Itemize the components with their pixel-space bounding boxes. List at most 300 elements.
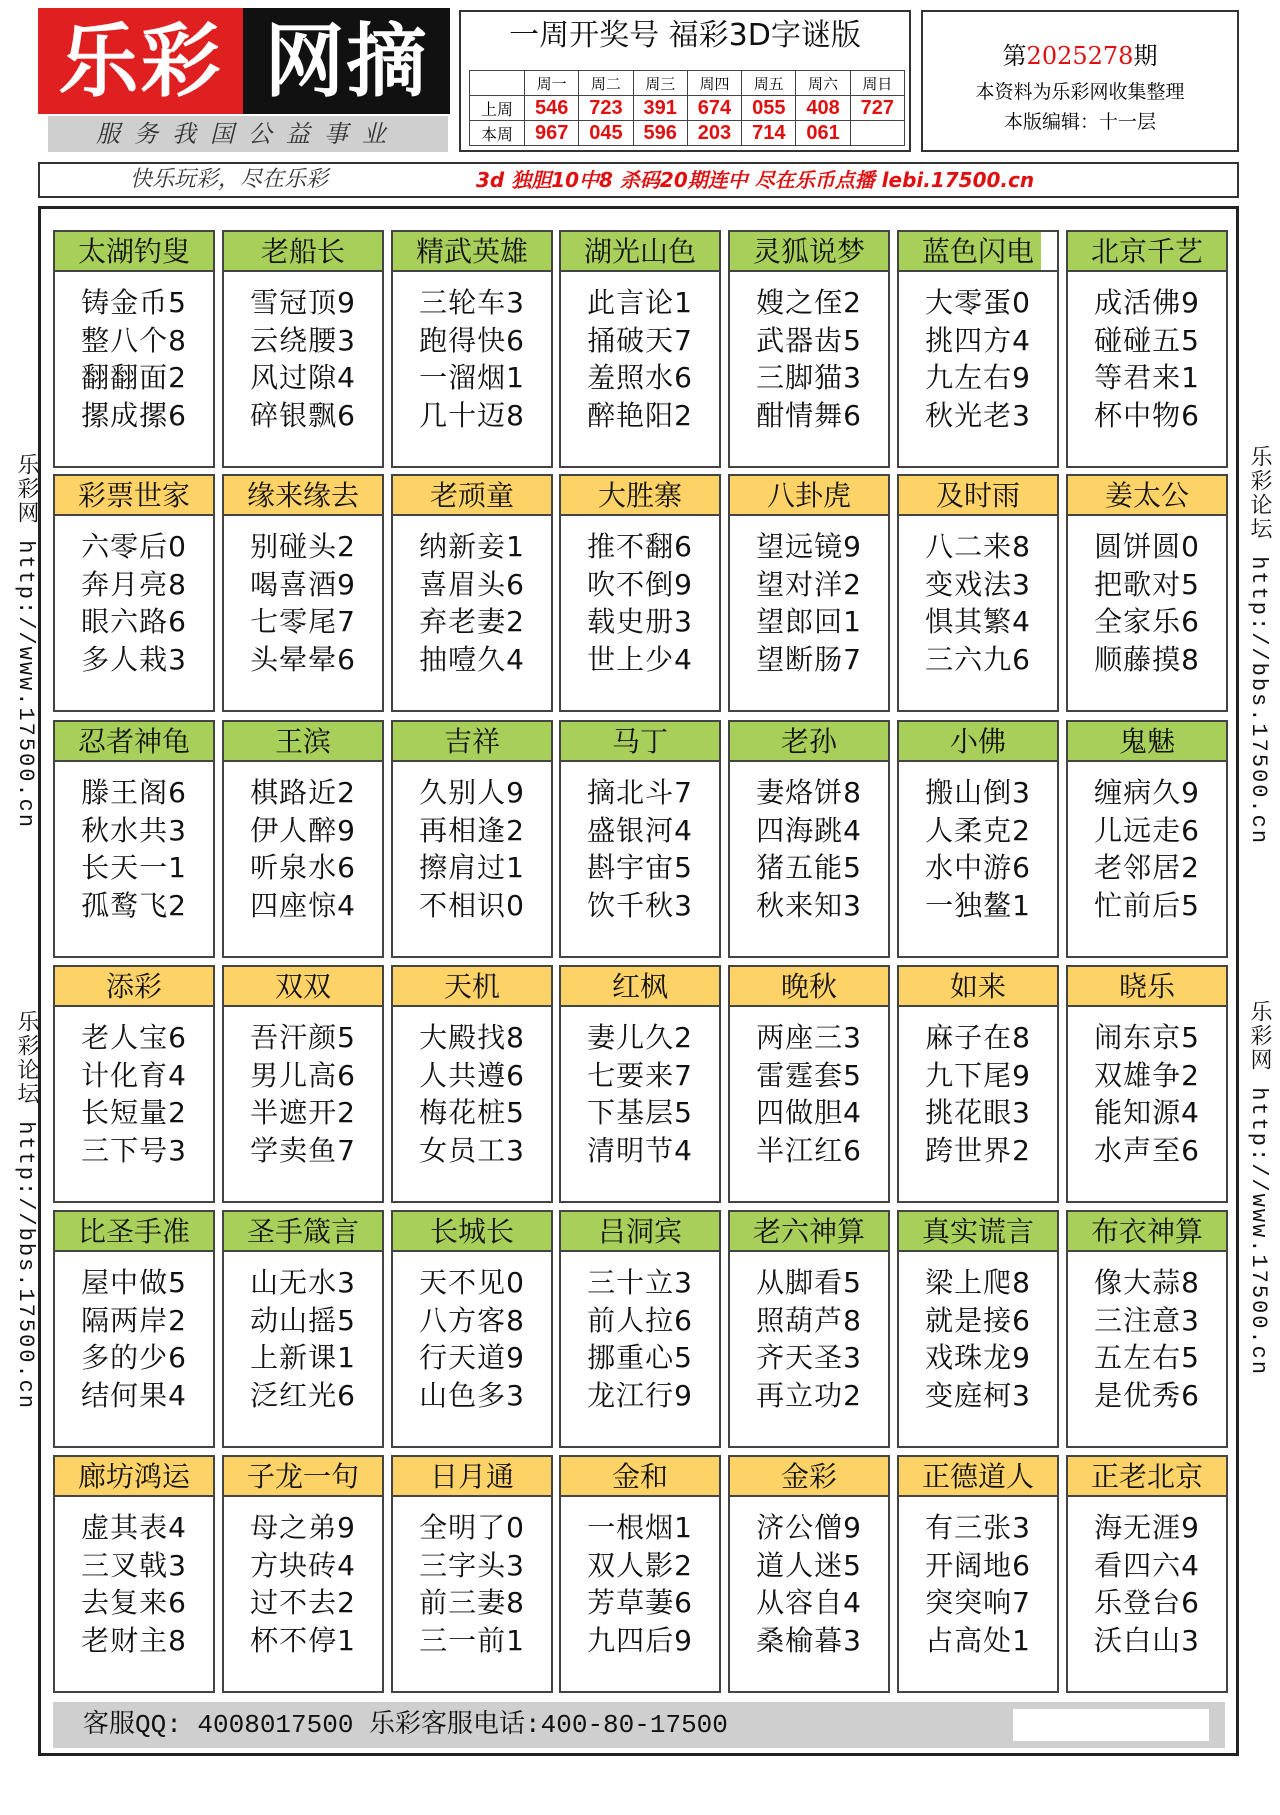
- riddle-line: 海无涯9: [1094, 1511, 1200, 1544]
- riddle-line: 沃白山3: [1094, 1623, 1200, 1657]
- logo-black-part: 网摘: [264, 14, 429, 108]
- riddle-lines: [393, 284, 551, 434]
- riddle-line: 八二来8: [925, 530, 1031, 563]
- riddle-line: 像大蒜8: [1094, 1266, 1200, 1299]
- riddle-card-title: 添彩: [55, 967, 213, 1007]
- draw-number: 061: [796, 121, 850, 146]
- riddle-line: 几十迈8: [419, 398, 525, 432]
- riddle-line: 多人栽3: [81, 642, 187, 676]
- riddle-line: 碎银飘6: [250, 398, 356, 432]
- riddle-lines: [899, 284, 1057, 434]
- riddle-card: [1066, 230, 1228, 468]
- riddle-line: 九下尾9: [925, 1058, 1031, 1092]
- riddle-line: 棋路近2: [250, 776, 356, 809]
- riddle-lines: [393, 774, 551, 924]
- issue-suffix: 期: [1133, 42, 1158, 70]
- riddle-card-title: 晓乐: [1068, 967, 1226, 1007]
- issue-line: [923, 40, 1237, 72]
- riddle-line: 此言论1: [587, 286, 693, 319]
- riddle-line: 滕王阁6: [81, 776, 187, 809]
- last-week-label: 上周: [470, 96, 525, 121]
- riddle-card: [222, 965, 384, 1203]
- riddle-lines: [224, 774, 382, 924]
- riddle-line: 捅破天7: [587, 323, 693, 357]
- riddle-line: 三叉戟3: [81, 1548, 187, 1582]
- riddle-card: [559, 965, 721, 1203]
- customer-service-info: 客服QQ: 4008017500 乐彩客服电话:400-80-17500: [83, 1710, 728, 1740]
- riddle-line: 等君来1: [1094, 361, 1200, 394]
- riddle-card-title: 双双: [224, 967, 382, 1007]
- riddle-line: 整八个8: [81, 323, 187, 357]
- riddle-lines: [393, 1509, 551, 1659]
- riddle-line: 从脚看5: [756, 1266, 862, 1299]
- riddle-lines: [730, 1509, 888, 1659]
- riddle-line: 八方客8: [419, 1303, 525, 1337]
- riddle-line: 三注意3: [1094, 1303, 1200, 1337]
- riddle-line: 九左右9: [925, 361, 1031, 394]
- slogan: 服务我国公益事业: [48, 116, 448, 152]
- riddle-line: 占高处1: [925, 1623, 1031, 1657]
- riddle-card-title: 晚秋: [730, 967, 888, 1007]
- riddle-card: [222, 474, 384, 712]
- riddle-line: 屋中做5: [81, 1266, 187, 1299]
- riddle-card: [728, 1210, 890, 1448]
- riddle-lines: [561, 774, 719, 924]
- riddle-card-title: 小佛: [899, 722, 1057, 762]
- draw-number: 967: [525, 121, 579, 146]
- riddle-card-title: 老六神算: [730, 1212, 888, 1252]
- riddle-card-title: 日月通: [393, 1457, 551, 1497]
- riddle-card: [1066, 474, 1228, 712]
- riddle-card-title: 比圣手准: [55, 1212, 213, 1252]
- riddle-card-title: 姜太公: [1068, 476, 1226, 516]
- riddle-lines: [393, 1264, 551, 1414]
- riddle-card: [559, 1210, 721, 1448]
- riddle-line: 山色多3: [419, 1378, 525, 1412]
- riddle-card: [391, 965, 553, 1203]
- riddle-line: 行天道9: [419, 1341, 525, 1374]
- riddle-line: 饮千秋3: [587, 888, 693, 922]
- riddle-line: 四海跳4: [756, 813, 862, 847]
- draw-number: 723: [579, 96, 633, 121]
- riddle-line: 一独鳌1: [925, 888, 1031, 922]
- riddle-line: 男儿高6: [250, 1058, 356, 1092]
- this-week-label: 本周: [470, 121, 525, 146]
- riddle-line: 喜眉头6: [419, 567, 525, 601]
- riddle-card-title: 子龙一句: [224, 1457, 382, 1497]
- riddle-line: 奔月亮8: [81, 567, 187, 601]
- riddle-line: 五左右5: [1094, 1341, 1200, 1374]
- riddle-card-title: 廊坊鸿运: [55, 1457, 213, 1497]
- riddle-line: 雷霆套5: [756, 1058, 862, 1092]
- riddle-card: [897, 230, 1059, 468]
- riddle-lines: [561, 1264, 719, 1414]
- riddle-card-title: 精武英雄: [393, 232, 551, 272]
- riddle-line: 世上少4: [587, 642, 693, 676]
- issue-prefix: 第: [1002, 42, 1027, 70]
- riddle-line: 泛红光6: [250, 1378, 356, 1412]
- riddle-card-title: 长城长: [393, 1212, 551, 1252]
- draw-number: 596: [633, 121, 687, 146]
- riddle-line: 三脚猫3: [756, 361, 862, 394]
- riddle-line: 从容自4: [756, 1586, 862, 1619]
- riddle-card-title: 王滨: [224, 722, 382, 762]
- site-logo[interactable]: [38, 8, 450, 114]
- riddle-card: [222, 720, 384, 958]
- riddle-card-title: 正老北京: [1068, 1457, 1226, 1497]
- riddle-lines: [730, 774, 888, 924]
- riddle-line: 久别人9: [419, 776, 525, 809]
- riddle-line: 老人宝6: [81, 1021, 187, 1054]
- riddle-line: 望远镜9: [756, 530, 862, 563]
- riddle-line: 水中游6: [925, 851, 1031, 884]
- riddle-line: 把歌对5: [1094, 567, 1200, 601]
- riddle-line: 翻翻面2: [81, 361, 187, 394]
- riddle-line: 惧其繁4: [925, 605, 1031, 638]
- riddle-lines: [1068, 1509, 1226, 1659]
- riddle-card: [222, 230, 384, 468]
- riddle-line: 云绕腰3: [250, 323, 356, 357]
- riddle-card: [391, 474, 553, 712]
- riddle-card-title: 灵狐说梦: [730, 232, 888, 272]
- riddle-line: 再相逢2: [419, 813, 525, 847]
- riddle-lines: [224, 1509, 382, 1659]
- day-header: 周三: [633, 71, 687, 96]
- riddle-card: [728, 720, 890, 958]
- riddle-line: 长短量2: [81, 1096, 187, 1129]
- riddle-line: 斟宇宙5: [587, 851, 693, 884]
- riddle-card: [897, 1210, 1059, 1448]
- riddle-lines: [730, 1264, 888, 1414]
- side-text-right-bottom: 乐彩网 http://www.17500.cn: [1246, 1000, 1271, 1377]
- riddle-line: 全明了0: [419, 1511, 525, 1544]
- riddle-lines: [561, 1509, 719, 1659]
- riddle-line: 抽噎久4: [419, 642, 525, 676]
- weekly-draw-table: [469, 70, 905, 146]
- riddle-line: 眼六路6: [81, 605, 187, 638]
- riddle-line: 成活佛9: [1094, 286, 1200, 319]
- riddle-line: 秋光老3: [925, 398, 1031, 432]
- riddle-line: 结何果4: [81, 1378, 187, 1412]
- logo-red-part: 乐彩: [38, 8, 243, 114]
- draw-number: 391: [633, 96, 687, 121]
- riddle-line: 伊人醉9: [250, 813, 356, 847]
- riddle-line: 秋来知3: [756, 888, 862, 922]
- riddle-lines: [224, 1264, 382, 1414]
- issue-number: 2025278: [1026, 42, 1134, 70]
- riddle-card-title: 红枫: [561, 967, 719, 1007]
- draw-header-row: [470, 71, 905, 96]
- riddle-card-title: 缘来缘去: [224, 476, 382, 516]
- riddle-lines: [561, 284, 719, 434]
- riddle-card-title: 马丁: [561, 722, 719, 762]
- riddle-card-title: 蓝色闪电: [899, 232, 1057, 272]
- riddle-card-title: 忍者神龟: [55, 722, 213, 762]
- riddle-line: 缠病久9: [1094, 776, 1200, 809]
- riddle-line: 吹不倒9: [587, 567, 693, 601]
- riddle-lines: [899, 1019, 1057, 1169]
- riddle-line: 九四后9: [587, 1623, 693, 1657]
- day-header: 周四: [687, 71, 741, 96]
- riddle-line: 摘北斗7: [587, 776, 693, 809]
- riddle-line: 闹东京5: [1094, 1021, 1200, 1054]
- riddle-card: [391, 1455, 553, 1693]
- riddle-line: 六零后0: [81, 530, 187, 563]
- riddle-line: 擦肩过1: [419, 851, 525, 884]
- riddle-card-title: 北京千艺: [1068, 232, 1226, 272]
- riddle-line: 三轮车3: [419, 286, 525, 319]
- riddle-card-title: 如来: [899, 967, 1057, 1007]
- riddle-card: [897, 965, 1059, 1203]
- riddle-card-title: 太湖钓叟: [55, 232, 213, 272]
- riddle-card: [1066, 720, 1228, 958]
- riddle-line: 能知源4: [1094, 1096, 1200, 1129]
- riddle-line: 乐登台6: [1094, 1586, 1200, 1619]
- riddle-card: [53, 1455, 215, 1693]
- riddle-line: 武器齿5: [756, 323, 862, 357]
- riddle-line: 一溜烟1: [419, 361, 525, 394]
- riddle-line: 四座惊4: [250, 888, 356, 922]
- riddle-line: 就是接6: [925, 1303, 1031, 1337]
- riddle-line: 儿远走6: [1094, 813, 1200, 847]
- riddle-lines: [899, 774, 1057, 924]
- riddle-line: 戏珠龙9: [925, 1341, 1031, 1374]
- draw-corner-cell: [470, 71, 525, 96]
- riddle-card-title: 及时雨: [899, 476, 1057, 516]
- draw-number: 674: [687, 96, 741, 121]
- riddle-card: [897, 720, 1059, 958]
- riddle-line: 大零蛋0: [925, 286, 1031, 319]
- riddle-line: 头晕晕6: [250, 642, 356, 676]
- riddle-line: 变戏法3: [925, 567, 1031, 601]
- riddle-card-title: 老顽童: [393, 476, 551, 516]
- day-header: 周日: [850, 71, 904, 96]
- riddle-line: 盛银河4: [587, 813, 693, 847]
- riddle-card-title: 鬼魅: [1068, 722, 1226, 762]
- riddle-card: [1066, 965, 1228, 1203]
- draw-number: 727: [850, 96, 904, 121]
- riddle-lines: [55, 528, 213, 678]
- draw-number: 045: [579, 121, 633, 146]
- riddle-card: [559, 720, 721, 958]
- riddle-line: 嫂之侄2: [756, 286, 862, 319]
- riddle-card-title: 彩票世家: [55, 476, 213, 516]
- side-text-right-top: 乐彩论坛 http://bbs.17500.cn: [1246, 445, 1271, 846]
- riddle-line: 妻儿久2: [587, 1021, 693, 1054]
- riddle-card: [53, 1210, 215, 1448]
- riddle-line: 突突响7: [925, 1586, 1031, 1619]
- riddle-lines: [393, 1019, 551, 1169]
- riddle-line: 望断肠7: [756, 642, 862, 676]
- draw-number: [850, 121, 904, 146]
- riddle-line: 老邻居2: [1094, 851, 1200, 884]
- riddle-card: [559, 1455, 721, 1693]
- riddle-line: 妻烙饼8: [756, 776, 862, 809]
- riddle-card: [897, 1455, 1059, 1693]
- riddle-line: 杯中物6: [1094, 398, 1200, 432]
- riddle-lines: [1068, 1264, 1226, 1414]
- riddle-lines: [730, 1019, 888, 1169]
- riddle-card: [1066, 1455, 1228, 1693]
- draw-number: 055: [742, 96, 796, 121]
- promo-banner: [38, 162, 1239, 198]
- side-text-left-bottom: 乐彩论坛 http://bbs.17500.cn: [13, 1010, 38, 1411]
- riddle-line: 前三妻8: [419, 1586, 525, 1619]
- riddle-line: 孤鹜飞2: [81, 888, 187, 922]
- riddle-card: [559, 474, 721, 712]
- last-week-row: [470, 96, 905, 121]
- draw-number: 714: [742, 121, 796, 146]
- riddle-line: 人共遵6: [419, 1058, 525, 1092]
- riddle-line: 两座三3: [756, 1021, 862, 1054]
- riddle-line: 挑花眼3: [925, 1096, 1031, 1129]
- riddle-line: 别碰头2: [250, 530, 356, 563]
- riddle-card-title: 老孙: [730, 722, 888, 762]
- riddle-line: 载史册3: [587, 605, 693, 638]
- riddle-line: 计化育4: [81, 1058, 187, 1092]
- riddle-line: 弃老妻2: [419, 605, 525, 638]
- riddle-line: 去复来6: [81, 1586, 187, 1619]
- day-header: 周二: [579, 71, 633, 96]
- riddle-line: 双人影2: [587, 1548, 693, 1582]
- riddle-line: 不相识0: [419, 888, 525, 922]
- riddle-line: 醉艳阳2: [587, 398, 693, 432]
- riddle-line: 半遮开2: [250, 1096, 356, 1129]
- riddle-line: 虚其表4: [81, 1511, 187, 1544]
- riddle-card: [222, 1455, 384, 1693]
- riddle-lines: [55, 284, 213, 434]
- riddle-lines: [899, 528, 1057, 678]
- riddle-line: 开阔地6: [925, 1548, 1031, 1582]
- riddle-line: 是优秀6: [1094, 1378, 1200, 1412]
- riddle-line: 杯不停1: [250, 1623, 356, 1657]
- riddle-card-title: 正德道人: [899, 1457, 1057, 1497]
- riddle-line: 雪冠顶9: [250, 286, 356, 319]
- riddle-line: 猪五能5: [756, 851, 862, 884]
- riddle-line: 搬山倒3: [925, 776, 1031, 809]
- riddle-card-title: 布衣神算: [1068, 1212, 1226, 1252]
- banner-promo-link[interactable]: 3d 独胆10中8 杀码20期连中 尽在乐币点播 lebi.17500.cn: [476, 168, 1035, 192]
- riddle-card: [728, 474, 890, 712]
- riddle-line: 女员工3: [419, 1133, 525, 1167]
- day-header: 周六: [796, 71, 850, 96]
- riddle-line: 望郎回1: [756, 605, 862, 638]
- riddle-card: [728, 965, 890, 1203]
- riddle-line: 七要来7: [587, 1058, 693, 1092]
- riddle-line: 四做胆4: [756, 1096, 862, 1129]
- riddle-line: 老财主8: [81, 1623, 187, 1657]
- riddle-line: 龙江行9: [587, 1378, 693, 1412]
- riddle-card: [728, 230, 890, 468]
- riddle-card: [728, 1455, 890, 1693]
- riddle-line: 纳新妾1: [419, 530, 525, 563]
- riddle-line: 过不去2: [250, 1586, 356, 1619]
- riddle-line: 大殿找8: [419, 1021, 525, 1054]
- riddle-line: 济公僧9: [756, 1511, 862, 1544]
- riddle-lines: [1068, 774, 1226, 924]
- riddle-lines: [561, 1019, 719, 1169]
- riddle-lines: [55, 774, 213, 924]
- riddle-lines: [224, 284, 382, 434]
- riddle-line: 母之弟9: [250, 1511, 356, 1544]
- riddle-line: 清明节4: [587, 1133, 693, 1167]
- riddle-line: 动山摇5: [250, 1303, 356, 1337]
- riddle-line: 七零尾7: [250, 605, 356, 638]
- draw-panel-title: 一周开奖号 福彩3D字谜版: [509, 18, 861, 53]
- riddle-card-title: 天机: [393, 967, 551, 1007]
- riddle-line: 方块砖4: [250, 1548, 356, 1582]
- riddle-line: 圆饼圆0: [1094, 530, 1200, 563]
- riddle-card-title: 吉祥: [393, 722, 551, 762]
- riddle-line: 三字头3: [419, 1548, 525, 1582]
- riddle-line: 再立功2: [756, 1378, 862, 1412]
- riddle-line: 人柔克2: [925, 813, 1031, 847]
- riddle-line: 多的少6: [81, 1341, 187, 1374]
- riddle-lines: [899, 1264, 1057, 1414]
- riddle-lines: [561, 528, 719, 678]
- draw-number: 546: [525, 96, 579, 121]
- riddle-line: 半江红6: [756, 1133, 862, 1167]
- collect-note: 本资料为乐彩网收集整理: [975, 81, 1185, 103]
- draw-number: 408: [796, 96, 850, 121]
- riddle-line: 全家乐6: [1094, 605, 1200, 638]
- banner-slogan: 快乐玩彩，尽在乐彩: [130, 167, 329, 192]
- footer-blank-box: [1013, 1709, 1209, 1741]
- riddle-lines: [224, 528, 382, 678]
- riddle-line: 羞照水6: [587, 361, 693, 394]
- riddle-card-title: 大胜寨: [561, 476, 719, 516]
- riddle-line: 跨世界2: [925, 1133, 1031, 1167]
- riddle-line: 风过隙4: [250, 361, 356, 394]
- riddle-line: 隔两岸2: [81, 1303, 187, 1337]
- riddle-line: 铸金币5: [81, 286, 187, 319]
- riddle-card: [53, 230, 215, 468]
- riddle-card-title: 真实谎言: [899, 1212, 1057, 1252]
- draw-number: 203: [687, 121, 741, 146]
- riddle-card: [1066, 1210, 1228, 1448]
- riddle-lines: [55, 1264, 213, 1414]
- riddle-line: 齐天圣3: [756, 1341, 862, 1374]
- riddle-line: 三六九6: [925, 642, 1031, 676]
- riddle-line: 水声至6: [1094, 1133, 1200, 1167]
- riddle-card: [53, 474, 215, 712]
- this-week-row: [470, 121, 905, 146]
- riddle-card: [391, 720, 553, 958]
- riddle-line: 下基层5: [587, 1096, 693, 1129]
- riddle-card-title: 金和: [561, 1457, 719, 1497]
- riddle-card-title: 圣手箴言: [224, 1212, 382, 1252]
- riddle-lines: [55, 1019, 213, 1169]
- riddle-line: 挪重心5: [587, 1341, 693, 1374]
- riddle-card-title: 老船长: [224, 232, 382, 272]
- riddle-line: 喝喜酒9: [250, 567, 356, 601]
- riddle-card-title: 湖光山色: [561, 232, 719, 272]
- riddle-line: 长天一1: [81, 851, 187, 884]
- day-header: 周一: [525, 71, 579, 96]
- riddle-line: 道人迷5: [756, 1548, 862, 1582]
- riddle-card: [559, 230, 721, 468]
- riddle-card: [53, 965, 215, 1203]
- side-text-left-top: 乐彩网 http://www.17500.cn: [13, 453, 38, 830]
- riddle-line: 桑榆暮3: [756, 1623, 862, 1657]
- riddle-line: 上新课1: [250, 1341, 356, 1374]
- riddle-line: 三一前1: [419, 1623, 525, 1657]
- footer-bar: [53, 1702, 1225, 1748]
- riddle-line: 忙前后5: [1094, 888, 1200, 922]
- riddle-line: 碰碰五5: [1094, 323, 1200, 357]
- riddle-line: 三下号3: [81, 1133, 187, 1167]
- riddle-line: 麻子在8: [925, 1021, 1031, 1054]
